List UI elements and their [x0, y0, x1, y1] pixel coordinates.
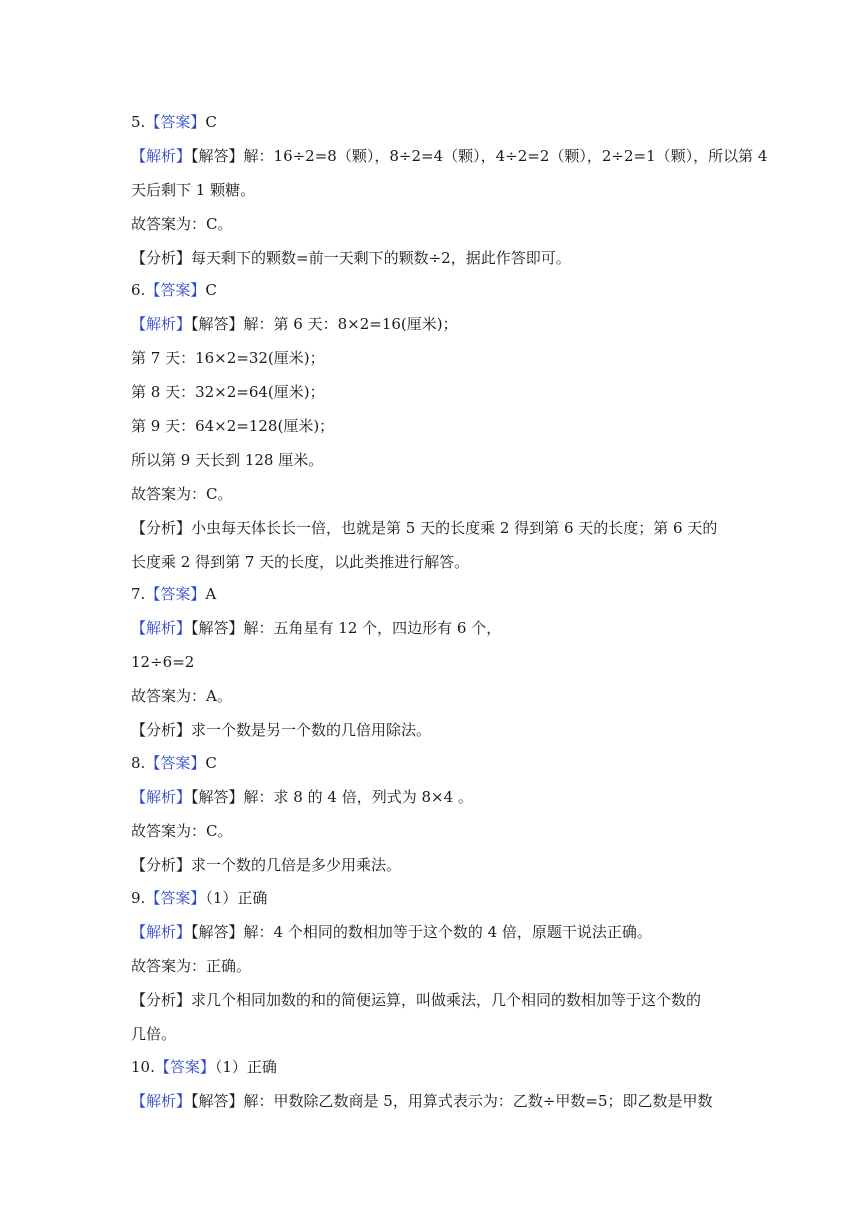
fenxi-label: 【分析】: [131, 721, 192, 739]
jiexi-label: 【解析】: [131, 923, 192, 941]
q9-solution-text-1: 解：4 个相同的数相加等于这个数的 4 倍，原题干说法正确。: [243, 923, 652, 941]
q8-analysis-text: 求一个数的几倍是多少用乘法。: [191, 856, 402, 874]
q7-number: 7.: [131, 585, 146, 603]
q7-solution-text-2: 12÷6=2: [131, 653, 195, 671]
q8-answer-line: [131, 746, 731, 780]
q7-answer-line: [131, 577, 731, 611]
q9-answer: （1）正确: [205, 889, 268, 907]
q6-analysis-text-1: 小虫每天体长长一倍，也就是第 5 天的长度乘 2 得到第 6 天的长度；第 6 天的: [191, 519, 718, 537]
q6-conclusion: [131, 477, 731, 511]
q9-conclusion-text: 故答案为：正确。: [131, 957, 252, 975]
q6-solution-text-5: 所以第 9 天长到 128 厘米。: [131, 451, 324, 469]
q7-solution-line-1: [131, 611, 731, 645]
q7-conclusion-text: 故答案为：A。: [131, 687, 232, 705]
q6-analysis-text-2: 长度乘 2 得到第 7 天的长度，以此类推进行解答。: [131, 553, 470, 571]
fenxi-label: 【分析】: [131, 991, 192, 1009]
q9-analysis-line-2: [131, 1017, 731, 1051]
q6-conclusion-text: 故答案为：C。: [131, 485, 233, 503]
answer-label: 【答案】: [145, 585, 206, 603]
q7-solution-line-2: [131, 645, 731, 679]
q5-answer-line: [131, 105, 731, 139]
q9-number: 9.: [131, 889, 146, 907]
q8-analysis: [131, 848, 731, 882]
q6-answer-line: [131, 273, 731, 307]
jieda-label: 【解答】: [191, 923, 244, 941]
q6-number: 6.: [131, 281, 146, 299]
q6-solution-text-1: 解：第 6 天：8×2=16(厘米)；: [243, 315, 458, 333]
jiexi-label: 【解析】: [131, 1092, 192, 1110]
q6-solution-line-3: [131, 375, 731, 409]
q5-solution-text-1: 解：16÷2=8（颗），8÷2=4（颗），4÷2=2（颗），2÷2=1（颗），所以第 4: [243, 147, 768, 165]
jieda-label: 【解答】: [191, 147, 244, 165]
q6-solution-line-4: [131, 409, 731, 443]
q5-solution-line-2: [131, 173, 731, 207]
jiexi-label: 【解析】: [131, 619, 192, 637]
q5-answer: C: [205, 113, 217, 131]
answer-label: 【答案】: [145, 113, 206, 131]
fenxi-label: 【分析】: [131, 856, 192, 874]
q5-solution-text-2: 天后剩下 1 颗糖。: [131, 181, 256, 199]
q5-solution-line-1: [131, 139, 768, 173]
jieda-label: 【解答】: [191, 619, 244, 637]
jiexi-label: 【解析】: [131, 315, 192, 333]
q8-conclusion-text: 故答案为：C。: [131, 822, 233, 840]
q9-solution-line-1: [131, 915, 731, 949]
q6-solution-text-4: 第 9 天：64×2=128(厘米)；: [131, 417, 335, 435]
q10-answer: （1）正确: [214, 1058, 277, 1076]
q6-analysis-line-2: [131, 545, 731, 579]
q6-solution-text-2: 第 7 天：16×2=32(厘米)；: [131, 349, 325, 367]
q7-analysis-text: 求一个数是另一个数的几倍用除法。: [191, 721, 432, 739]
q8-answer: C: [205, 754, 217, 772]
q5-number: 5.: [131, 113, 146, 131]
answer-label: 【答案】: [154, 1058, 215, 1076]
q10-solution-text-1: 解：甲数除乙数商是 5，用算式表示为：乙数÷甲数=5；即乙数是甲数: [243, 1092, 713, 1110]
q9-conclusion: [131, 949, 731, 983]
q6-solution-line-5: [131, 443, 731, 477]
q9-analysis-text-1: 求几个相同加数的和的简便运算，叫做乘法，几个相同的数相加等于这个数的: [191, 991, 702, 1009]
q9-answer-line: [131, 881, 731, 915]
q9-analysis-text-2: 几倍。: [131, 1025, 177, 1043]
q10-number: 10.: [131, 1058, 155, 1076]
jiexi-label: 【解析】: [131, 788, 192, 806]
q7-solution-text-1: 解：五角星有 12 个，四边形有 6 个，: [243, 619, 502, 637]
fenxi-label: 【分析】: [131, 519, 192, 537]
fenxi-label: 【分析】: [131, 249, 192, 267]
answer-label: 【答案】: [145, 889, 206, 907]
answer-label: 【答案】: [145, 754, 206, 772]
q7-analysis: [131, 713, 731, 747]
q7-answer: A: [205, 585, 217, 603]
q6-analysis-line-1: [131, 511, 731, 545]
jieda-label: 【解答】: [191, 1092, 244, 1110]
q6-answer: C: [205, 281, 217, 299]
q5-analysis: [131, 241, 731, 275]
answer-label: 【答案】: [145, 281, 206, 299]
q5-conclusion: [131, 207, 731, 241]
q8-conclusion: [131, 814, 731, 848]
q6-solution-text-3: 第 8 天：32×2=64(厘米)；: [131, 383, 325, 401]
q5-analysis-text: 每天剩下的颗数=前一天剩下的颗数÷2，据此作答即可。: [191, 249, 571, 267]
q8-number: 8.: [131, 754, 146, 772]
q10-answer-line: [131, 1050, 731, 1084]
q6-solution-line-1: [131, 307, 731, 341]
q9-analysis-line-1: [131, 983, 731, 1017]
q8-solution-line-1: [131, 780, 731, 814]
q6-solution-line-2: [131, 341, 731, 375]
q8-solution-text-1: 解：求 8 的 4 倍，列式为 8×4 。: [243, 788, 473, 806]
jieda-label: 【解答】: [191, 315, 244, 333]
jiexi-label: 【解析】: [131, 147, 192, 165]
q7-conclusion: [131, 679, 731, 713]
q5-conclusion-text: 故答案为：C。: [131, 215, 233, 233]
jieda-label: 【解答】: [191, 788, 244, 806]
q10-solution-line-1: [131, 1084, 731, 1118]
